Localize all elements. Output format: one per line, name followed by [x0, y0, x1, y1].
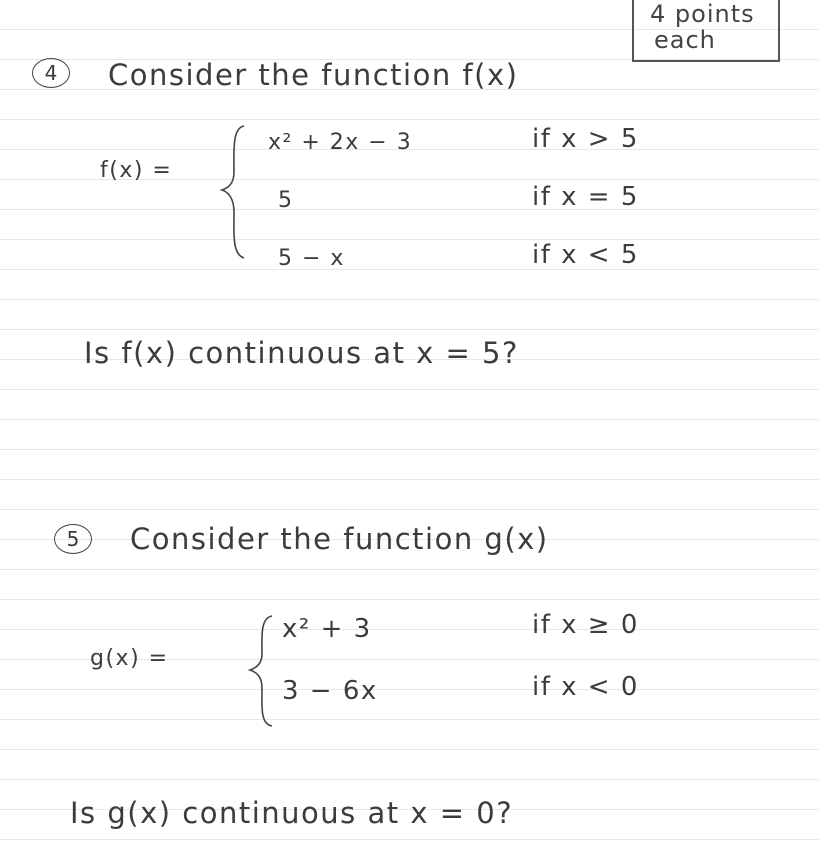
question-4-brace: [218, 122, 258, 262]
question-4-case-2-condition: if x = 5: [532, 182, 639, 212]
points-line-2: each: [654, 26, 716, 54]
question-5-question: Is g(x) continuous at x = 0?: [70, 796, 514, 830]
question-4-lhs: f(x) =: [100, 158, 173, 183]
question-4-case-3-condition: if x < 5: [532, 240, 639, 270]
question-5-case-2-condition: if x < 0: [532, 672, 639, 702]
question-4-number: 4: [32, 58, 70, 88]
question-5-case-2-expr: 3 − 6x: [282, 676, 378, 706]
question-5-brace: [242, 612, 282, 730]
question-4-case-1-expr: x² + 2x − 3: [268, 130, 413, 155]
points-line-1: 4 points: [650, 0, 755, 28]
question-5-number: 5: [54, 524, 92, 554]
points-box: [632, 0, 780, 62]
question-5-prompt: Consider the function g(x): [130, 522, 549, 556]
question-4-case-2-expr: 5: [278, 188, 294, 213]
question-4-case-3-expr: 5 − x: [278, 246, 345, 271]
question-5-lhs: g(x) =: [90, 646, 169, 671]
question-4-prompt: Consider the function f(x): [108, 58, 519, 92]
question-4-case-1-condition: if x > 5: [532, 124, 639, 154]
question-4-question: Is f(x) continuous at x = 5?: [84, 336, 519, 370]
question-5-case-1-condition: if x ≥ 0: [532, 610, 639, 640]
question-5-case-1-expr: x² + 3: [282, 614, 372, 644]
